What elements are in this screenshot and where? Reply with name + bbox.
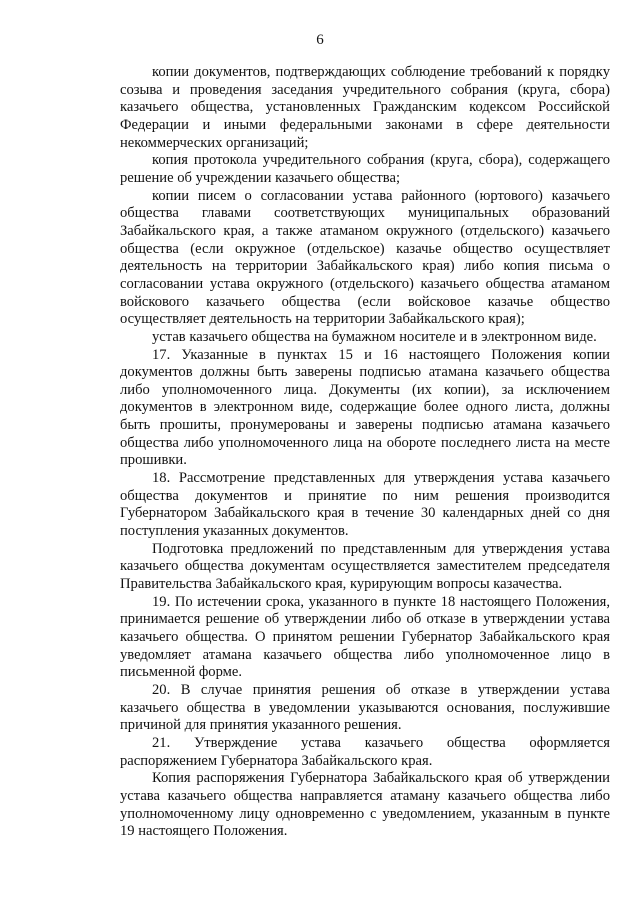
page-number: 6	[316, 32, 324, 48]
paragraph-item-20: 20. В случае принятия решения об отказе в утверждении устава казачьего общества в уведомлении указываются основания, послужившие причиной для принятия указанного решения.	[120, 681, 610, 734]
paragraph-item-19: 19. По истечении срока, указанного в пункте 18 настоящего Положения, принимается решение об утверждении либо об отказе в утверждении устава казачьего общества. О принятом решении Губернатор Забайкальского края уведомляет атамана казачьего общества либо уполномоченное лицо в письменной форме.	[120, 593, 610, 681]
paragraph-documents-compliance: копии документов, подтверждающих соблюдение требований к порядку созыва и проведения заседания учредительного собрания (круга, сбора) казачьего общества, установленных Гражданским кодексом Российской Федерации и иными федеральными законами в сфере деятельности некоммерческих организаций;	[120, 64, 610, 151]
paragraph-item-17: 17. Указанные в пунктах 15 и 16 настоящего Положения копии документов должны быть заверены подписью атамана казачьего общества либо уполномоченного лица. Документы (их копии), за исключением документов в электронном виде, содержащие более одного листа, должны быть прошиты, пронумерованы и заверены подписью атамана казачьего общества либо уполномоченного лица на обороте последнего листа на месте прошивки.	[120, 346, 610, 469]
paragraph-order-copy: Копия распоряжения Губернатора Забайкальского края об утверждении устава казачьего общества направляется атаману казачьего общества либо уполномоченному лицу одновременно с уведомлением, указанным в пункте 19 настоящего Положения.	[120, 770, 610, 840]
document-body	[120, 64, 610, 841]
paragraph-proposals-preparation: Подготовка предложений по представленным для утверждения устава казачьего общества документам осуществляется заместителем председателя Правительства Забайкальского края, курирующим вопросы казачества.	[120, 540, 610, 593]
paragraph-charter-copy: устав казачьего общества на бумажном носителе и в электронном виде.	[152, 328, 597, 345]
paragraph-item-21: 21. Утверждение устава казачьего общества оформляется распоряжением Губернатора Забайкальского края.	[120, 734, 610, 769]
paragraph-item-18: 18. Рассмотрение представленных для утверждения устава казачьего общества документов и принятие по ним решения производится Губернатором Забайкальского края в течение 30 календарных дней со дня поступления указанных документов.	[120, 470, 610, 540]
paragraph-protocol-copy: копия протокола учредительного собрания (круга, сбора), содержащего решение об учреждении казачьего общества;	[120, 152, 610, 186]
paragraph-approval-letters: копии писем о согласовании устава районного (юртового) казачьего общества главами соответствующих муниципальных образований Забайкальского края, а также атаманом окружного (отдельского) казачьего общества (если окружное (отдельское) казачье общество осуществляет деятельность на территории Забайкальского края) либо копия письма о согласовании устава окружного (отдельского) казачьего общества атаманом войскового казачьего общества (если войсковое казачье общество осуществляет деятельность на территории Забайкальского края);	[120, 187, 610, 328]
